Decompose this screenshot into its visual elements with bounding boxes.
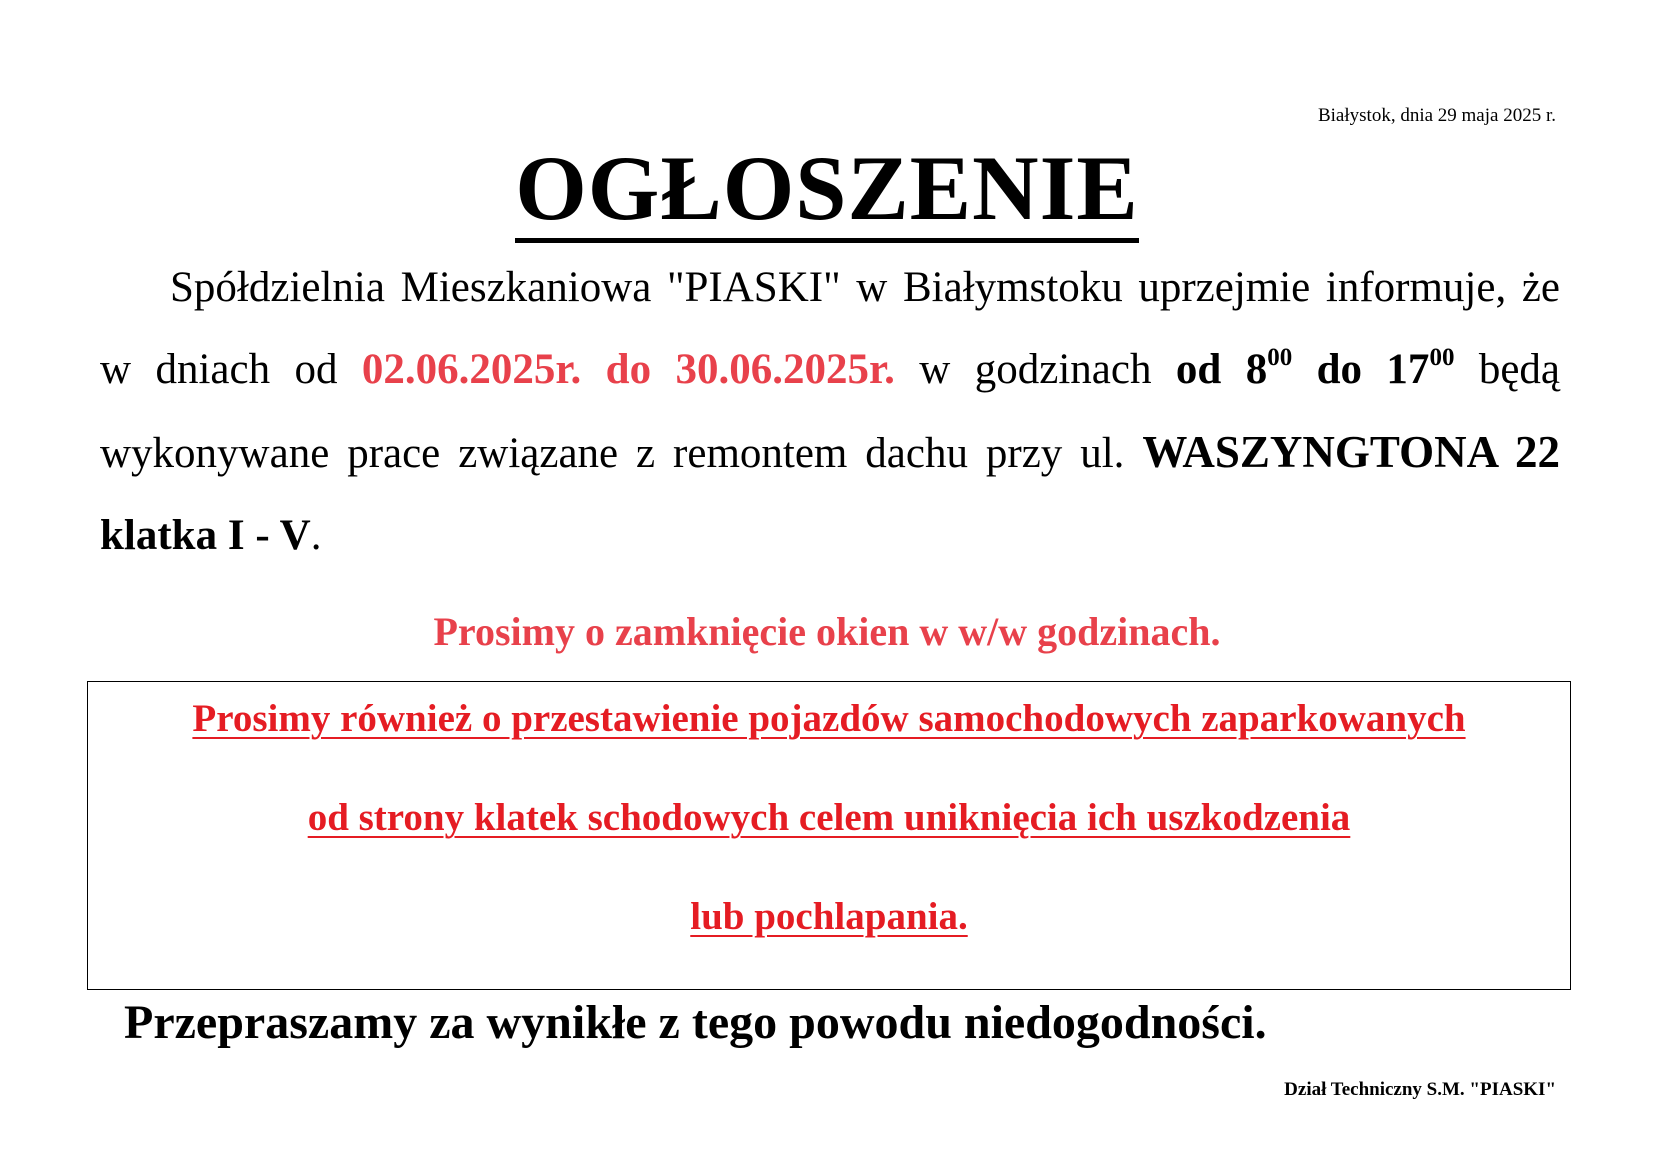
end-period: . — [310, 512, 322, 559]
hours-to-text: do 17 — [1292, 346, 1430, 393]
document-date: Białystok, dnia 29 maja 2025 r. — [1317, 105, 1556, 126]
hours-from-text: od 8 — [1175, 346, 1268, 393]
works-text: będą wykonywane prace związane z remontem dachu przy ul. — [100, 346, 1561, 477]
intro-text: Spółdzielnia Mieszkaniowa "PIASKI" w Białymstoku uprzejmie informuje, że w dniach od — [100, 264, 1560, 393]
parking-notice-box — [87, 681, 1571, 990]
parking-notice-line-2: od strony klatek schodowych celem uniknięcia ich uszkodzenia — [307, 796, 1351, 839]
date-to-word: do — [581, 346, 676, 393]
staircase-range: klatka I - V — [100, 512, 311, 559]
hours-to-sup: 00 — [1429, 344, 1455, 371]
hours-to — [1292, 346, 1454, 393]
signature: Dział Techniczny S.M. "PIASKI" — [1284, 1079, 1556, 1100]
hours-from — [1176, 346, 1292, 393]
windows-request: Prosimy o zamknięcie okien w w/w godzinach. — [433, 609, 1221, 654]
title-container — [0, 137, 1654, 243]
document-title: OGŁOSZENIE — [515, 140, 1139, 243]
announcement-body — [100, 247, 1560, 577]
parking-notice-line-1: Prosimy również o przestawienie pojazdów samochodowych zaparkowanych — [192, 697, 1466, 740]
hours-lead: w godzinach — [894, 346, 1176, 393]
date-to: 30.06.2025r. — [675, 346, 895, 393]
apology-text: Przepraszamy za wynikłe z tego powodu niedogodności. — [124, 996, 1267, 1049]
street-name: WASZYNGTONA 22 — [1142, 427, 1561, 477]
parking-notice-line-3: lub pochlapania. — [690, 895, 968, 938]
date-from: 02.06.2025r. — [361, 346, 582, 393]
hours-from-sup: 00 — [1267, 344, 1293, 371]
